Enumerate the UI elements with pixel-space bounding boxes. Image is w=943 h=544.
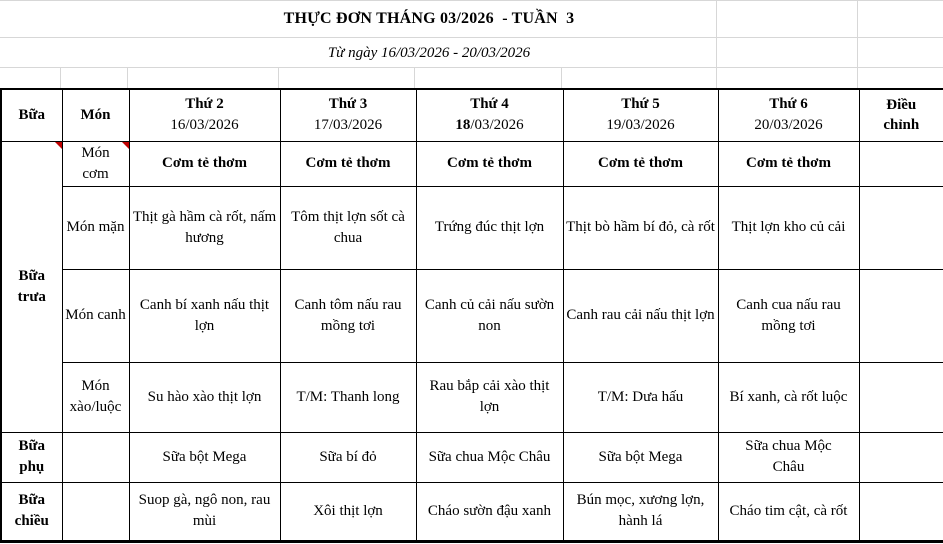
adjust-cell[interactable] [859, 141, 943, 186]
day-date: 20/03/2026 [754, 117, 823, 134]
dish-cell[interactable]: Canh củ cải nấu sườn non [416, 269, 563, 362]
header-day-thu2[interactable] [129, 89, 280, 141]
row-bua-phu [1, 432, 943, 482]
dish-cell[interactable]: Sữa chua Mộc Châu [416, 432, 563, 482]
header-day-thu5[interactable] [563, 89, 718, 141]
meal-group-lunch[interactable] [1, 141, 62, 432]
spacer-cell [415, 68, 562, 88]
spacer-cell [61, 68, 128, 88]
meal-group-snack[interactable] [1, 432, 62, 482]
comment-marker-icon [122, 142, 129, 149]
meal-group-label: Bữa phụ [18, 438, 45, 475]
adjust-cell[interactable] [859, 186, 943, 269]
menu-table [0, 88, 943, 543]
dish-cell[interactable]: Cháo tim cật, cà rốt [718, 482, 859, 541]
day-date [419, 115, 561, 136]
dish-cell[interactable]: T/M: Dưa hấu [563, 362, 718, 432]
title-row [0, 0, 858, 38]
dish-cell[interactable]: Canh rau cải nấu thịt lợn [563, 269, 718, 362]
day-date-rest: /03/2026 [470, 117, 524, 134]
dish-cell[interactable]: Cơm tẻ thơm [280, 141, 416, 186]
dish-cell[interactable]: Cháo sườn đậu xanh [416, 482, 563, 541]
day-date: 16/03/2026 [170, 117, 239, 134]
row-mon-man [1, 186, 943, 269]
dish-type-com[interactable] [62, 141, 129, 186]
header-meal-col[interactable]: Bữa [1, 89, 62, 141]
dish-type-xao-luoc[interactable]: Món xào/luộc [62, 362, 129, 432]
header-day-thu4[interactable] [416, 89, 563, 141]
dish-cell[interactable]: Thịt lợn kho củ cải [718, 186, 859, 269]
spacer-cell [0, 68, 61, 88]
meal-group-afternoon[interactable] [1, 482, 62, 541]
row-mon-xao-luoc [1, 362, 943, 432]
spacer-cell [717, 68, 858, 88]
dish-cell[interactable]: Canh tôm nấu rau mồng tơi [280, 269, 416, 362]
header-day-thu6[interactable] [718, 89, 859, 141]
dish-cell[interactable]: Bí xanh, cà rốt luộc [718, 362, 859, 432]
day-date: 19/03/2026 [606, 117, 675, 134]
dish-type-empty[interactable] [62, 482, 129, 541]
dish-type-canh[interactable]: Món canh [62, 269, 129, 362]
spacer-cell [279, 68, 415, 88]
dish-cell[interactable]: Su hào xào thịt lợn [129, 362, 280, 432]
day-label: Thứ 5 [621, 96, 660, 113]
dish-cell[interactable]: Thịt gà hầm cà rốt, nấm hương [129, 186, 280, 269]
dish-cell[interactable]: Sữa bí đỏ [280, 432, 416, 482]
dish-cell[interactable]: Cơm tẻ thơm [563, 141, 718, 186]
day-label: Thứ 4 [470, 96, 509, 113]
page-subtitle: Từ ngày 16/03/2026 - 20/03/2026 [327, 44, 531, 61]
spacer-cell [858, 68, 943, 88]
dish-text: Sữa chua Mộc Châu [745, 438, 832, 475]
dish-cell[interactable]: Trứng đúc thịt lợn [416, 186, 563, 269]
header-day-thu3[interactable] [280, 89, 416, 141]
dish-cell[interactable]: Xôi thịt lợn [280, 482, 416, 541]
dish-cell[interactable]: Canh cua nấu rau mồng tơi [718, 269, 859, 362]
dish-cell[interactable]: Cơm tẻ thơm [718, 141, 859, 186]
day-label: Thứ 3 [328, 96, 368, 113]
spacer-cell [562, 68, 717, 88]
adjust-cell[interactable] [859, 482, 943, 541]
dish-cell[interactable]: Suop gà, ngô non, rau mùi [129, 482, 280, 541]
dish-type-man[interactable]: Món mặn [62, 186, 129, 269]
day-label: Thứ 2 [185, 96, 224, 113]
row-mon-canh [1, 269, 943, 362]
dish-cell[interactable]: Thịt bò hầm bí đỏ, cà rốt [563, 186, 718, 269]
row-bua-chieu [1, 482, 943, 541]
day-label: Thứ 6 [769, 96, 808, 113]
spacer-cell [128, 68, 279, 88]
day-date-bold-part: 18 [455, 117, 471, 134]
dish-cell[interactable]: Bún mọc, xương lợn, hành lá [563, 482, 718, 541]
dish-type-empty[interactable] [62, 432, 129, 482]
page-title: THỰC ĐƠN THÁNG 03/2026 - TUẦN 3 [283, 10, 575, 27]
spacer-row [0, 68, 943, 88]
row-mon-com [1, 141, 943, 186]
dish-cell[interactable] [718, 432, 859, 482]
title-area [0, 0, 943, 88]
dish-cell[interactable]: T/M: Thanh long [280, 362, 416, 432]
dish-cell[interactable]: Sữa bột Mega [563, 432, 718, 482]
adjust-cell[interactable] [859, 269, 943, 362]
meal-group-label: Bữa trưa [17, 267, 46, 305]
meal-group-label: Bữa chiều [14, 492, 49, 529]
dish-cell[interactable]: Sữa bột Mega [129, 432, 280, 482]
subtitle-row [0, 38, 858, 68]
comment-marker-icon [55, 142, 62, 149]
adjust-cell[interactable] [859, 362, 943, 432]
day-date: 17/03/2026 [313, 117, 383, 134]
dish-cell[interactable]: Cơm tẻ thơm [416, 141, 563, 186]
adjust-label: Điều chỉnh [883, 96, 920, 133]
dish-type-label: Món cơm [81, 144, 110, 182]
dish-cell[interactable]: Canh bí xanh nấu thịt lợn [129, 269, 280, 362]
header-dish-col[interactable]: Món [62, 89, 129, 141]
adjust-cell[interactable] [859, 432, 943, 482]
header-row [1, 89, 943, 141]
dish-cell[interactable]: Cơm tẻ thơm [129, 141, 280, 186]
dish-cell[interactable]: Rau bắp cải xào thịt lợn [416, 362, 563, 432]
header-adjust-col[interactable] [859, 89, 943, 141]
dish-cell[interactable]: Tôm thịt lợn sốt cà chua [280, 186, 416, 269]
